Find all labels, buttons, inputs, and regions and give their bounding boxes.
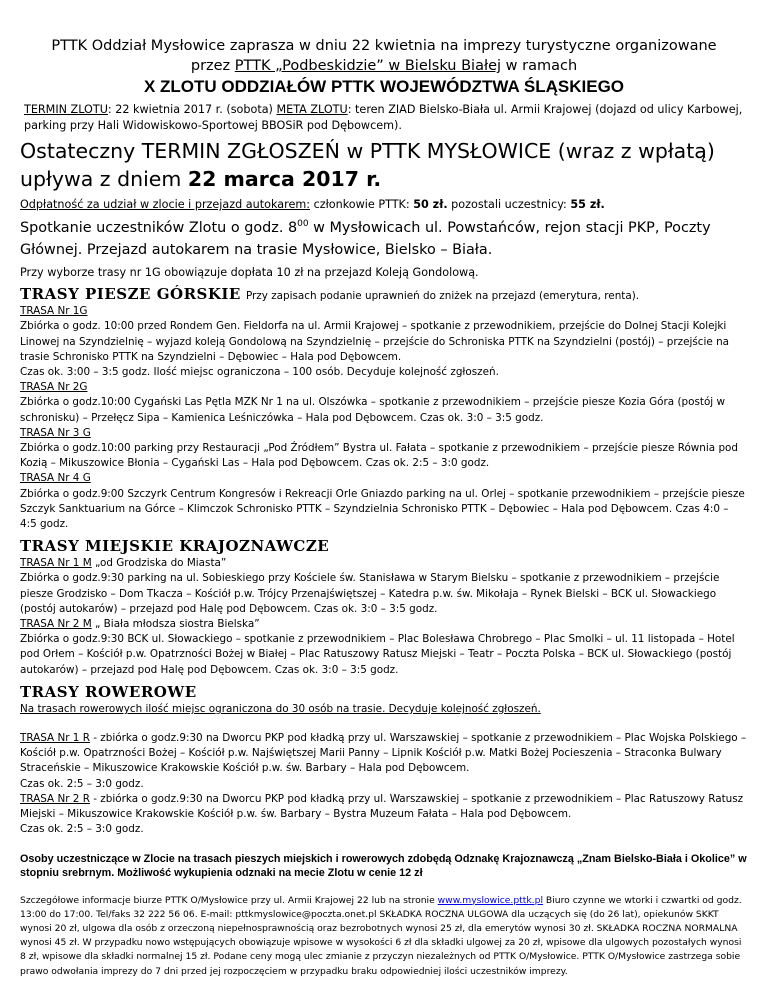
route-label: TRASA Nr 3 G xyxy=(20,426,91,439)
registration-deadline xyxy=(20,137,748,193)
meeting-time-superscript: 00 xyxy=(297,218,309,229)
mountain-note: Przy zapisach podanie uprawnień do zniżek na przejazd (emerytura, renta). xyxy=(245,290,640,302)
invitation-line-2 xyxy=(20,56,748,76)
bike-routes xyxy=(20,702,748,838)
route-description: Zbiórka o godz.10:00 parking przy Restauracji „Pod Źródłem” Bystra ul. Fałata – spotkanie z przewodnikiem – przejście piesze Równia pod Kozią – Mikuszowice Błonia – Cygański Las – Hala pod Dębowcem. Czas ok. 2:5 – 3:0 godz. xyxy=(20,442,738,470)
badge-info: Osoby uczestniczące w Zlocie na trasach pieszych miejskich i rowerowych zdobędą Odznakę Krajoznawczą „Znam Bielsko-Biała i Okolice” w stopniu srebrnym. Możliwość wykupienia odznaki na mecie Zlotu w cenie 12 zł xyxy=(20,852,747,879)
route-label: TRASA Nr 2 R xyxy=(20,792,90,805)
event-title: X ZLOTU ODDZIAŁÓW PTTK WOJEWÓDZTWA ŚLĄSKIEGO xyxy=(143,77,625,96)
fee-others-value: 55 zł. xyxy=(570,198,605,211)
route-label-line xyxy=(20,617,748,632)
city-routes xyxy=(20,556,748,678)
invitation-line-1: PTTK Oddział Mysłowice zaprasza w dniu 22 kwietnia na imprezy turystyczne organizowane xyxy=(51,38,717,54)
fee-members-label: członkowie PTTK: xyxy=(310,198,414,211)
route-duration: Czas ok. 2:5 – 3:0 godz. xyxy=(20,823,144,836)
route-text: - zbiórka o godz.9:30 na Dworcu PKP pod kładką przy ul. Warszawskiej – spotkanie z przewodnikiem – Plac Ratuszowy Ratusz Miejski – Mikuszowice Krakowskie Kościół p.w. św. Barbary – Bystra Muzeum Fałata – Hala pod Dębowcem. xyxy=(20,792,744,821)
route-description xyxy=(20,731,748,777)
footer-pre: Szczegółowe informacje biurze PTTK O/Mysłowice przy ul. Armii Krajowej 22 lub na stronie xyxy=(20,894,438,906)
fee-members-value: 50 zł. xyxy=(413,198,448,211)
bike-heading: TRASY ROWEROWE xyxy=(20,682,197,701)
route-description xyxy=(20,792,748,822)
city-heading: TRASY MIEJSKIE KRAJOZNAWCZE xyxy=(20,537,330,556)
invitation-line-2-post: w ramach xyxy=(501,58,578,74)
meeting-pre: Spotkanie uczestników Zlotu o godz. 8 xyxy=(20,219,298,236)
route-description: Zbiórka o godz.10:00 Cygański Las Pętla MZK Nr 1 na ul. Olszówka – spotkanie z przewodnikiem – przejście piesze Kozia Góra (postój w schronisku) – Przełęcz Sipa – Kamienica Leśniczówka – Hala pod Dębowcem. Czas ok. 3:0 – 3:5 godz. xyxy=(20,396,725,424)
route-duration: Czas ok. 3:00 – 3:5 godz. Ilość miejsc ograniczona – 100 osób. Decyduje kolejność zgłoszeń. xyxy=(20,366,499,379)
fee-others-label: pozostali uczestnicy: xyxy=(447,198,571,211)
route-label: TRASA Nr 1G xyxy=(20,305,88,318)
route-description: Zbiórka o godz. 10:00 przed Rondem Gen. Fieldorfa na ul. Armii Krajowej – spotkanie z przewodnikiem, przejście do Dolnej Stacji Kolejki Linowej na Szyndzielnię – wyjazd koleją Gondolową na Szyndzielnię – przejście do Schroniska PTTK na Szyndzielni (postój) – przejście na trasie Schronisko PTTK na Szyndzielni – Dębowiec – Hala pod Dębowcem. xyxy=(20,320,730,363)
organizer-name: PTTK „Podbeskidzie” w Bielsku Białej xyxy=(234,58,502,74)
route-description: Zbiórka o godz.9:30 BCK ul. Słowackiego – spotkanie z przewodnikiem – Plac Bolesława Chrobrego – Plac Smolki – ul. 11 listopada – Hotel pod Orłem – Kościół p.w. Opatrzności Bożej w Białej – Plac Ratuszowy Ratusz Miejski – Teatr – Poczta Polska – BCK ul. Słowackiego (postój autokarów) – przejazd pod Halę pod Dębowcem. Czas ok. 3:0 – 3:5 godz. xyxy=(20,633,735,676)
footer-post: Biuro czynne we wtorki i czwartki od godz. 13:00 do 17:00. Tel/faks 32 222 56 06. E-mail: pttkmyslowice@poczta.onet.pl SKŁADKA ROCZNA ULGOWA dla uczących się (do 26 lat), opiekunów SKKT wynosi 20 zł, ulgowa dla osób z orzeczoną niepełnosprawnością oraz bezrobotnych wynosi 25 zł, dla emerytów wynosi 30 zł. SKŁADKA ROCZNA NORMALNA wynosi 45 zł. W przypadku nowo wstępujących obowiązuje wpisowe w wysokości 6 zł dla składki ulgowej za 20 zł, wpisowe dla ulgowych pozostałych wynosi 8 zł, wpisowe dla składki normalnej 15 zł. Podane ceny mogą ulec zmianie z przyczyn niezależnych od PTTK O/Mysłowice. PTTK O/Mysłowice zastrzega sobie prawo odwołania imprezy do 7 dni przed jej rozpoczęciem w przypadku braku odpowiedniej ilości uczestników imprezy. xyxy=(20,894,742,977)
meeting-post: w Mysłowicach ul. Powstańców, rejon stacji PKP, Poczty Głównej. Przejazd autokarem na trasie Mysłowice, Bielsko – Biała. xyxy=(20,219,711,258)
website-link[interactable]: www.myslowice.pttk.pl xyxy=(437,894,543,906)
route-text: - zbiórka o godz.9:30 na Dworcu PKP pod kładką przy ul. Warszawskiej – spotkanie z przewodnikiem – Plac Wojska Polskiego – Kościół p.w. Opatrzności Bożej – Kościół p.w. Najświętszej Marii Panny – Lipnik Kościół p.w. Matki Bożej Pocieszenia – Straconka Bulwary Straceńskie – Mikuszowice Krakowskie Kościół p.w. św. Barbary – Hala pod Dębowcem. xyxy=(20,732,747,775)
deadline-date: 22 marca 2017 r. xyxy=(187,167,382,191)
route-label-line xyxy=(20,556,748,571)
mountain-routes xyxy=(20,304,748,532)
date-label: TERMIN ZLOTU xyxy=(24,103,108,116)
deadline-text: Ostateczny TERMIN ZGŁOSZEŃ w PTTK MYSŁOWICE (wraz z wpłatą) upływa z dniem xyxy=(20,139,715,191)
venue-value: : teren ZIAD Bielsko-Biała ul. Armii Krajowej (dojazd od ulicy Karbowej, parking przy Hali Widowiskowo-Sportowej BBOSiR pod Dębowcem). xyxy=(24,103,743,132)
fee-info xyxy=(20,197,748,213)
route-label: TRASA Nr 1 R xyxy=(20,732,90,745)
footer-info xyxy=(20,894,748,979)
route-subtitle: „od Grodziska do Miasta” xyxy=(91,557,227,570)
route-description: Zbiórka o godz.9:30 parking na ul. Sobieskiego przy Kościele św. Stanisława w Starym Bielsku – spotkanie z przewodnikiem – przejście piesze Grodzisko – Dom Tkacza – Kościół p.w. Trójcy Przenajświętszej – Katedra p.w. św. Mikołaja – Rynek Bielski – BCK ul. Słowackiego (postój autokarów) – przejazd pod Halę pod Dębowcem. Czas ok. 3:0 – 3:5 godz. xyxy=(20,572,720,615)
gondola-surcharge: Przy wyborze trasy nr 1G obowiązuje dopłata 10 zł na przejazd Koleją Gondolową. xyxy=(20,265,479,279)
fee-label: Odpłatność za udział w zlocie i przejazd autokarem: xyxy=(20,198,311,211)
document-page xyxy=(20,36,748,979)
bike-note: Na trasach rowerowych ilość miejsc ograniczona do 30 osób na trasie. Decyduje kolejność zgłoszeń. xyxy=(20,702,541,715)
route-label: TRASA Nr 2G xyxy=(20,381,88,394)
mountain-heading: TRASY PIESZE GÓRSKIE xyxy=(20,285,241,303)
mountain-section-header xyxy=(20,284,748,304)
meeting-info xyxy=(20,217,748,261)
venue-label: META ZLOTU xyxy=(276,103,348,116)
route-subtitle: „ Biała młodsza siostra Bielska” xyxy=(91,618,260,631)
invitation-line-2-pre: przez xyxy=(190,58,235,74)
date-value: : 22 kwietnia 2017 r. (sobota) xyxy=(107,103,277,116)
route-description: Zbiórka o godz.9:00 Szczyrk Centrum Kongresów i Rekreacji Orle Gniazdo parking na ul. Orlej – spotkanie przewodnikiem – przejście piesze Szczyk Sanktuarium na Górce – Klimczok Schronisko PTTK – Szyndzielnia Schronisko PTTK – Dębowiec – Hala pod Dębowcem. Czas 4:0 – 4:5 godz. xyxy=(20,487,745,531)
route-duration: Czas ok. 2:5 – 3:0 godz. xyxy=(20,777,144,790)
route-label: TRASA Nr 4 G xyxy=(20,472,91,485)
event-date-venue xyxy=(20,102,748,133)
route-label: TRASA Nr 1 M xyxy=(20,557,92,570)
route-label: TRASA Nr 2 M xyxy=(20,618,92,631)
